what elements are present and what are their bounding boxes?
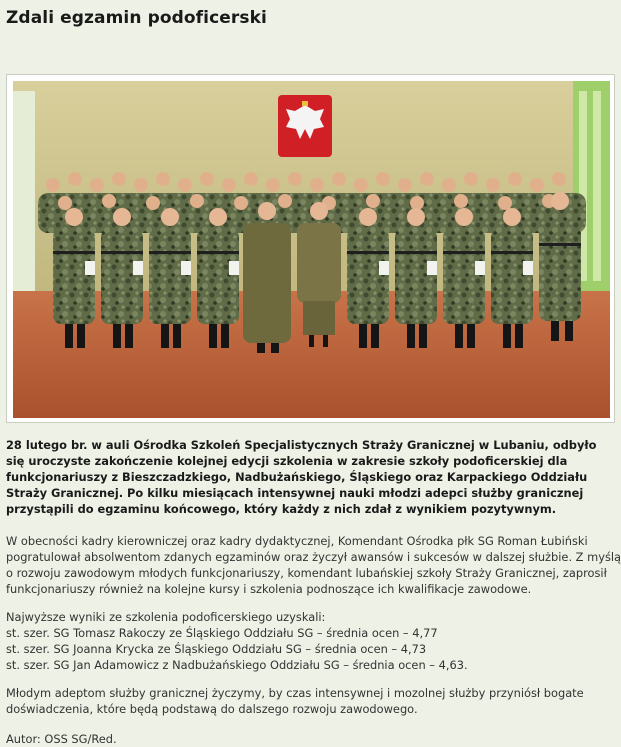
lead-line: się uroczyste zakończenie kolejnej edycji szkolenia w zakresie szkoły podoficerskiej dla (6, 454, 568, 468)
body-line: o rozwoju zawodowym młodych funkcjonariuszy, komendant lubańskiej szkoły Straży Granicznej, zaprosił (6, 566, 607, 580)
results-item: st. szer. SG Jan Adamowicz z Nadbużańskiego Oddziału SG – średnia ocen – 4,63. (6, 658, 468, 672)
results-item: st. szer. SG Tomasz Rakoczy ze Śląskiego Oddziału SG – średnia ocen – 4,77 (6, 626, 438, 640)
article-body-paragraph (6, 533, 621, 597)
photo-frame (6, 74, 615, 423)
results-item: st. szer. SG Joanna Krycka ze Śląskiego Oddziału SG – średnia ocen – 4,73 (6, 642, 427, 656)
article-results-list (6, 609, 614, 673)
closing-line: doświadczenia, które będą podstawą do dalszego rozwoju zawodowego. (6, 702, 418, 716)
body-line: W obecności kadry kierowniczej oraz kadry dydaktycznej, Komendant Ośrodka płk SG Roman Łubiński (6, 534, 588, 548)
group-photo (13, 81, 610, 418)
group-photo-graphic (13, 81, 610, 418)
lead-line: Straży Granicznej. Po kilku miesiącach intensywnej nauki młodzi adepci służby granicznej (6, 486, 584, 500)
results-heading: Najwyższe wyniki ze szkolenia podoficerskiego uzyskali: (6, 610, 326, 624)
lead-line: funkcjonariuszy z Bieszczadzkiego, Nadbużańskiego, Śląskiego oraz Karpackiego Oddziału (6, 470, 588, 484)
article-lead (6, 437, 614, 517)
article-closing-paragraph (6, 685, 614, 717)
article-title: Zdali egzamin podoficerski (6, 8, 267, 28)
article-author: Autor: OSS SG/Red. (6, 732, 117, 746)
lead-line: przystąpili do egzaminu końcowego, który każdy z nich zdał z wynikiem pozytywnym. (6, 502, 557, 516)
body-line: funkcjonariuszy również na kolejne kursy i szkolenia podnoszące ich kwalifikacje zawodowe. (6, 582, 532, 596)
coat-of-arms-icon (278, 95, 332, 157)
closing-line: Młodym adeptom służby granicznej życzymy, by czas intensywnej i mozolnej służby przyniósł bogate (6, 686, 584, 700)
lead-line: 28 lutego br. w auli Ośrodka Szkoleń Specjalistycznych Straży Granicznej w Lubaniu, odbyło (6, 438, 597, 452)
body-line: pogratulował absolwentom zdanych egzaminów oraz życzył awansów i sukcesów w dalszej służbie. Z myślą (6, 550, 621, 564)
